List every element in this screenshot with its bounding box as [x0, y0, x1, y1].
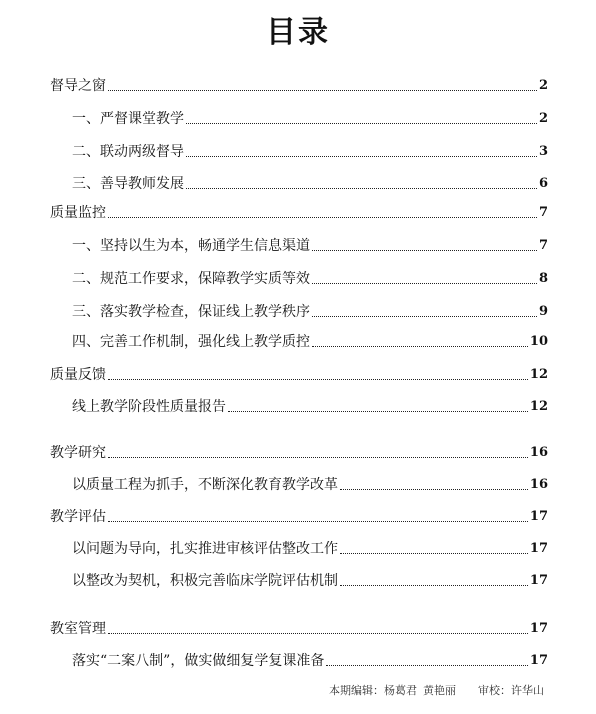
toc-entry-label: 一、严督课堂教学 — [72, 111, 184, 127]
toc-section-entry — [50, 443, 548, 463]
toc-section-entry — [50, 203, 548, 223]
dot-leader — [186, 156, 537, 157]
toc-subsection-entry — [72, 397, 548, 417]
dot-leader — [312, 250, 537, 251]
toc-page-number: 6 — [538, 176, 548, 191]
toc-section-entry — [50, 507, 548, 527]
toc-page-number: 10 — [529, 334, 548, 349]
dot-leader — [312, 346, 528, 347]
toc-page-number: 2 — [538, 78, 548, 93]
dot-leader — [108, 379, 528, 380]
reviewer-name: 许华山 — [511, 684, 544, 697]
dot-leader — [108, 90, 537, 91]
dot-leader — [228, 411, 528, 412]
toc-subsection-entry — [72, 651, 548, 671]
dot-leader — [340, 489, 528, 490]
toc-entry-label: 以整改为契机，积极完善临床学院评估机制 — [72, 573, 338, 589]
dot-leader — [108, 457, 528, 458]
dot-leader — [340, 553, 528, 554]
toc-page-number: 17 — [529, 653, 548, 668]
toc-page-number: 17 — [529, 541, 548, 556]
dot-leader — [186, 123, 537, 124]
toc-subsection-entry — [72, 142, 548, 162]
toc-subsection-entry — [72, 539, 548, 559]
toc-entry-label: 教学研究 — [50, 445, 106, 461]
toc-subsection-entry — [72, 109, 548, 129]
dot-leader — [108, 217, 537, 218]
toc-page-number: 12 — [529, 399, 548, 414]
toc-subsection-entry — [72, 174, 548, 194]
toc-subsection-entry — [72, 269, 548, 289]
toc-entry-label: 以问题为导向，扎实推进审核评估整改工作 — [72, 541, 338, 557]
toc-entry-label: 二、规范工作要求，保障教学实质等效 — [72, 271, 310, 287]
reviewer-label: 审校： — [478, 684, 511, 697]
toc-entry-label: 质量监控 — [50, 205, 106, 221]
toc-page-number: 16 — [529, 477, 548, 492]
dot-leader — [326, 665, 528, 666]
toc-subsection-entry — [72, 236, 548, 256]
editor-credits — [329, 682, 544, 698]
dot-leader — [312, 316, 537, 317]
editor-name: 杨葛君 — [384, 684, 417, 697]
toc-entry-label: 督导之窗 — [50, 78, 106, 94]
toc-page-number: 16 — [529, 445, 548, 460]
toc-subsection-entry — [72, 332, 548, 352]
toc-page-number: 8 — [538, 271, 548, 286]
toc-page-number: 17 — [529, 621, 548, 636]
toc-entry-label: 二、联动两级督导 — [72, 144, 184, 160]
toc-page-number: 3 — [538, 144, 548, 159]
editors-label: 本期编辑： — [329, 684, 384, 697]
dot-leader — [108, 633, 528, 634]
toc-entry-label: 质量反馈 — [50, 367, 106, 383]
toc-subsection-entry — [72, 475, 548, 495]
toc-page-number: 2 — [538, 111, 548, 126]
toc-page-number: 17 — [529, 509, 548, 524]
editor-name: 黄艳丽 — [423, 684, 456, 697]
page-title: 目录 — [266, 15, 330, 50]
toc-page-number: 12 — [529, 367, 548, 382]
toc-page-number: 7 — [538, 238, 548, 253]
toc-page-number: 17 — [529, 573, 548, 588]
dot-leader — [108, 521, 528, 522]
toc-entry-label: 三、善导教师发展 — [72, 176, 184, 192]
toc-entry-label: 一、坚持以生为本，畅通学生信息渠道 — [72, 238, 310, 254]
toc-entry-label: 三、落实教学检查，保证线上教学秩序 — [72, 304, 310, 320]
toc-entry-label: 线上教学阶段性质量报告 — [72, 399, 226, 415]
toc-entry-label: 教学评估 — [50, 509, 106, 525]
toc-page-number: 7 — [538, 205, 548, 220]
toc-subsection-entry — [72, 571, 548, 591]
toc-entry-label: 落实“二案八制”，做实做细复学复课准备 — [72, 653, 325, 669]
toc-subsection-entry — [72, 302, 548, 322]
dot-leader — [186, 188, 537, 189]
toc-entry-label: 教室管理 — [50, 621, 106, 637]
dot-leader — [312, 283, 537, 284]
toc-entry-label: 以质量工程为抓手，不断深化教育教学改革 — [72, 477, 338, 493]
toc-section-entry — [50, 365, 548, 385]
dot-leader — [340, 585, 528, 586]
toc-page-number: 9 — [538, 304, 548, 319]
toc-section-entry — [50, 619, 548, 639]
toc-entry-label: 四、完善工作机制，强化线上教学质控 — [72, 334, 310, 350]
toc-section-entry — [50, 76, 548, 96]
